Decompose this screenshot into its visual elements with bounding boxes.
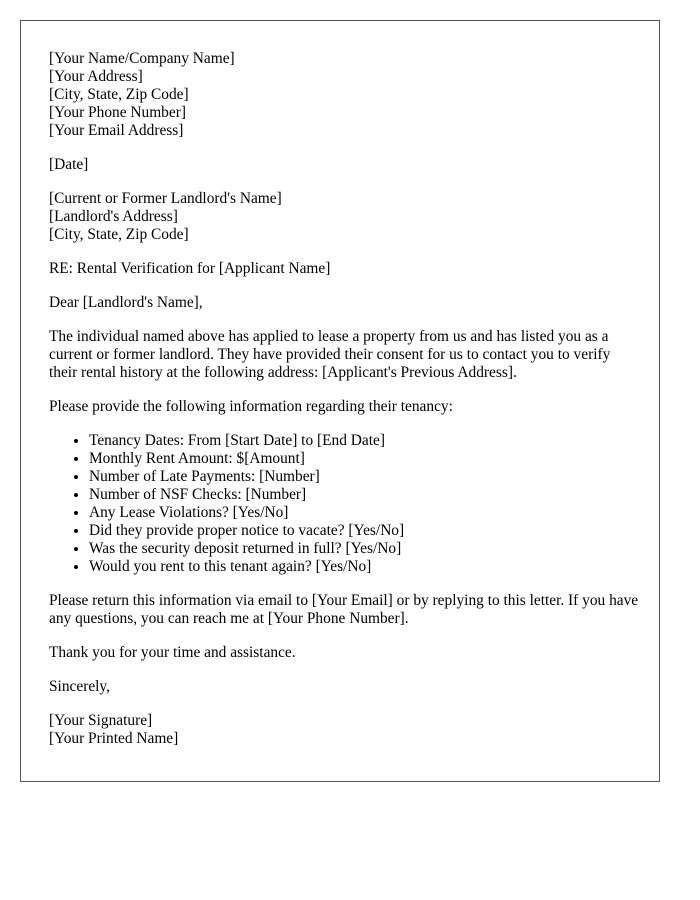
list-item-notice-to-vacate: • Did they provide proper notice to vacate? [Yes/No] [89, 522, 639, 540]
sender-email: [Your Email Address] [49, 122, 184, 139]
recipient-block [49, 190, 639, 244]
signature-block [49, 712, 639, 748]
information-list [49, 432, 639, 576]
request-paragraph: Please provide the following information regarding their tenancy: [49, 398, 453, 415]
thanks-line: Thank you for your time and assistance. [49, 644, 296, 661]
date-block [49, 156, 639, 174]
sender-city-state-zip: [City, State, Zip Code] [49, 86, 189, 103]
recipient-name: [Current or Former Landlord's Name] [49, 190, 282, 207]
sender-phone: [Your Phone Number] [49, 104, 186, 121]
recipient-city-state-zip: [City, State, Zip Code] [49, 226, 189, 243]
sender-block [49, 50, 639, 140]
list-item-security-deposit: • Was the security deposit returned in full? [Yes/No] [89, 540, 639, 558]
recipient-address: [Landlord's Address] [49, 208, 178, 225]
list-item-late-payments: • Number of Late Payments: [Number] [89, 468, 639, 486]
list-item-lease-violations: • Any Lease Violations? [Yes/No] [89, 504, 639, 522]
letter-page [20, 20, 660, 782]
letter-date: [Date] [49, 156, 89, 173]
signature-line: [Your Signature] [49, 712, 153, 729]
closing-line: Sincerely, [49, 678, 110, 695]
printed-name-line: [Your Printed Name] [49, 730, 179, 747]
intro-paragraph: The individual named above has applied to lease a property from us and has listed you as a current or former landlord. They have provided their consent for us to contact you to verify their rental history at the following address: [Applicant's Previous Address]. [49, 328, 611, 381]
sender-name: [Your Name/Company Name] [49, 50, 235, 67]
list-item-tenancy-dates: • Tenancy Dates: From [Start Date] to [End Date] [89, 432, 639, 450]
list-item-monthly-rent: • Monthly Rent Amount: $[Amount] [89, 450, 639, 468]
letter-body [49, 50, 639, 764]
return-paragraph: Please return this information via email to [Your Email] or by replying to this letter. If you have any questions, you can reach me at [Your Phone Number]. [49, 592, 639, 627]
list-item-nsf-checks: • Number of NSF Checks: [Number] [89, 486, 639, 504]
list-item-rent-again: • Would you rent to this tenant again? [Yes/No] [89, 558, 639, 576]
subject-line: RE: Rental Verification for [Applicant Name] [49, 260, 331, 277]
salutation: Dear [Landlord's Name], [49, 294, 203, 311]
sender-address: [Your Address] [49, 68, 143, 85]
